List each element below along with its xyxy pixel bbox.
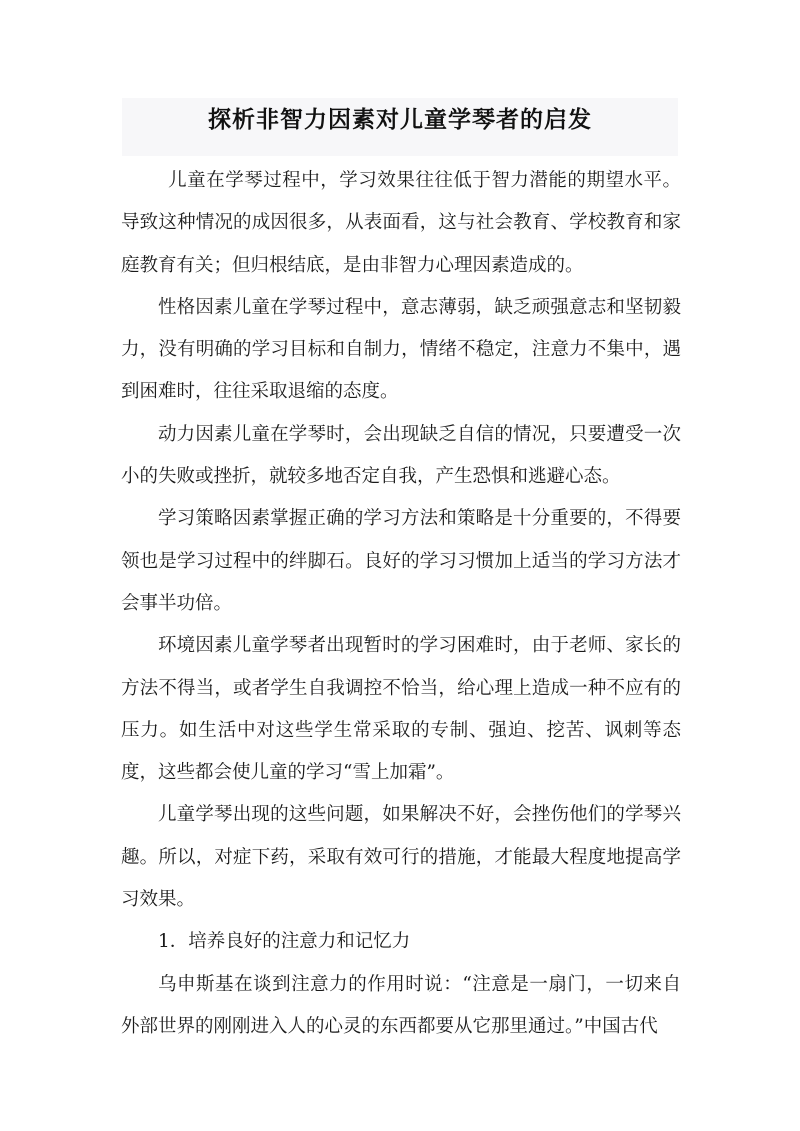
paragraph-environment-factor: 环境因素儿童学琴者出现暂时的学习困难时，由于老师、家长的方法不得当，或者学生自我调控不恰当，给心理上造成一种不应有的压力。如生活中对这些学生常采取的专制、强迫、挖苦、讽刺等态度，这些都会使儿童的学习“雪上加霜”。 bbox=[121, 635, 681, 784]
document-body bbox=[121, 160, 681, 1048]
paragraph-personality-factor: 性格因素儿童在学琴过程中，意志薄弱，缺乏顽强意志和坚韧毅力，没有明确的学习目标和自制力，情绪不稳定，注意力不集中，遇到困难时，往往采取退缩的态度。 bbox=[121, 296, 681, 403]
paragraph-intro: 儿童在学琴过程中，学习效果往往低于智力潜能的期望水平。导致这种情况的成因很多，从表面看，这与社会教育、学校教育和家庭教育有关；但归根结底，是由非智力心理因素造成的。 bbox=[121, 170, 681, 276]
paragraph-summary: 儿童学琴出现的这些问题，如果解决不好，会挫伤他们的学琴兴趣。所以，对症下药，采取有效可行的措施，才能最大程度地提高学习效果。 bbox=[121, 804, 681, 911]
section-heading-attention-memory: 1．培养良好的注意力和记忆力 bbox=[158, 931, 411, 953]
paragraph-ushinsky-quote: 乌申斯基在谈到注意力的作用时说：“注意是一扇门，一切来自外部世界的刚刚进入人的心灵的东西都要从它那里通过。”中国古代 bbox=[121, 973, 681, 1037]
paragraph-motivation-factor: 动力因素儿童在学琴时，会出现缺乏自信的情况，只要遭受一次小的失败或挫折，就较多地否定自我，产生恐惧和逃避心态。 bbox=[121, 423, 681, 488]
paragraph-learning-strategy-factor: 学习策略因素掌握正确的学习方法和策略是十分重要的，不得要领也是学习过程中的绊脚石。良好的学习习惯加上适当的学习方法才会事半功倍。 bbox=[121, 508, 681, 614]
document-title: 探析非智力因素对儿童学琴者的启发 bbox=[208, 106, 592, 133]
